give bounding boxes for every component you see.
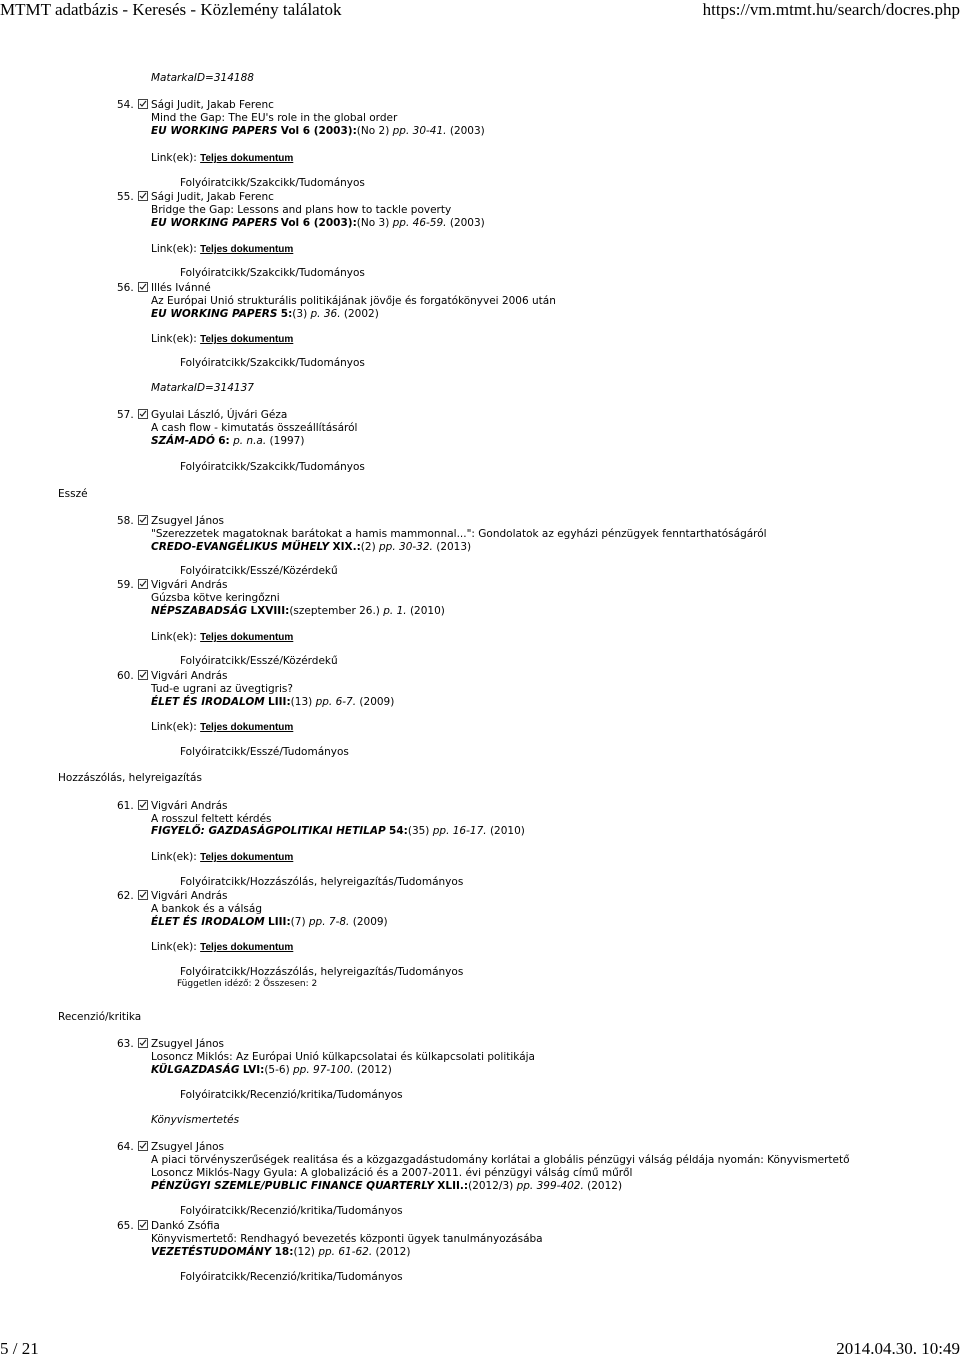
list-item — [117, 282, 148, 295]
item-type: Folyóiratcikk/Szakcikk/Tudományos — [180, 267, 365, 279]
section-heading: Hozzászólás, helyreigazítás — [58, 772, 202, 784]
journal: EU WORKING PAPERS — [151, 308, 278, 320]
issue: (35) — [407, 825, 430, 837]
page-url: https://vm.mtmt.hu/search/docres.php — [702, 0, 960, 19]
year: (2003) — [449, 125, 485, 137]
page-title: MTMT adatbázis - Keresés - Közlemény találatok — [0, 0, 342, 19]
volume: Vol 6 (2003): — [280, 217, 357, 229]
item-number: 57. — [117, 409, 134, 421]
full-document-link[interactable]: Teljes dokumentum — [200, 244, 294, 255]
item-number: 61. — [117, 800, 134, 812]
volume: 5: — [280, 308, 293, 320]
item-title: Könyvismertető: Rendhagyó bevezetés központi ügyek tanulmányozásába — [151, 1233, 543, 1245]
pages: p. n.a. — [233, 435, 267, 447]
year: (2013) — [436, 541, 472, 553]
volume: LIII: — [268, 696, 291, 708]
checkbox-icon[interactable] — [138, 515, 148, 525]
journal: FIGYELŐ: GAZDASÁGPOLITIKAI HETILAP — [151, 825, 386, 837]
issue: (szeptember 26.) — [289, 605, 380, 617]
list-item — [117, 409, 148, 422]
pages: pp. 97-100. — [293, 1064, 354, 1076]
item-title: A piaci törvényszerűségek realitása és a közgazgadástudomány korlátai a globális pénzügyi válság példája nyomán: Könyvismertető — [151, 1154, 850, 1166]
list-item — [117, 1141, 148, 1154]
issue: (3) — [292, 308, 308, 320]
volume: 6: — [218, 435, 230, 447]
full-document-link[interactable]: Teljes dokumentum — [200, 334, 294, 345]
volume: LIII: — [268, 916, 291, 928]
volume: LVI: — [242, 1064, 265, 1076]
year: (2009) — [352, 916, 388, 928]
link-row — [151, 243, 293, 256]
item-author: Dankó Zsófia — [151, 1220, 220, 1232]
item-source — [151, 1064, 392, 1077]
item-title: A cash flow - kimutatás összeállításáról — [151, 422, 358, 434]
item-author: Vigvári András — [151, 890, 228, 902]
link-row — [151, 631, 293, 644]
pages: p. 36. — [310, 308, 341, 320]
journal: EU WORKING PAPERS — [151, 125, 278, 137]
item-title: Losoncz Miklós: Az Európai Unió külkapcsolatai és külkapcsolati politikája — [151, 1051, 535, 1063]
link-prefix: Link(ek): — [151, 721, 197, 733]
item-number: 54. — [117, 99, 134, 111]
year: (2012) — [375, 1246, 411, 1258]
item-note: Könyvismertetés — [151, 1114, 240, 1126]
page-number: 5 / 21 — [0, 1339, 39, 1358]
year: (2002) — [343, 308, 379, 320]
list-item — [117, 670, 148, 683]
list-item — [117, 515, 148, 528]
pages: pp. 30-32. — [379, 541, 433, 553]
item-author: Zsugyel János — [151, 515, 224, 527]
item-title: Mind the Gap: The EU's role in the global order — [151, 112, 398, 124]
item-title: A rosszul feltett kérdés — [151, 813, 272, 825]
year: (2010) — [489, 825, 525, 837]
item-number: 60. — [117, 670, 134, 682]
volume: 18: — [274, 1246, 294, 1258]
item-number: 56. — [117, 282, 134, 294]
item-author: Gyulai László, Újvári Géza — [151, 409, 288, 421]
item-author: Vigvári András — [151, 670, 228, 682]
full-document-link[interactable]: Teljes dokumentum — [200, 153, 294, 164]
issue: (7) — [290, 916, 306, 928]
link-row — [151, 152, 293, 165]
item-source — [151, 1246, 410, 1259]
full-document-link[interactable]: Teljes dokumentum — [200, 852, 294, 863]
checkbox-icon[interactable] — [138, 99, 148, 109]
journal: CREDO-EVANGÉLIKUS MŰHELY — [151, 541, 330, 553]
volume: LXVIII: — [250, 605, 290, 617]
link-prefix: Link(ek): — [151, 851, 197, 863]
journal: KÜLGAZDASÁG — [151, 1064, 240, 1076]
section-heading: Recenzió/kritika — [58, 1011, 142, 1023]
checkbox-icon[interactable] — [138, 409, 148, 419]
item-title: Gúzsba kötve keringőzni — [151, 592, 280, 604]
item-author: Zsugyel János — [151, 1038, 224, 1050]
journal: SZÁM-ADÓ — [151, 435, 215, 447]
item-source — [151, 605, 445, 618]
checkbox-icon[interactable] — [138, 282, 148, 292]
year: (2012) — [356, 1064, 392, 1076]
item-source — [151, 435, 304, 448]
pages: pp. 7-8. — [308, 916, 350, 928]
item-author: Sági Judit, Jakab Ferenc — [151, 191, 274, 203]
item-source — [151, 308, 379, 321]
item-type: Folyóiratcikk/Recenzió/kritika/Tudományos — [180, 1089, 403, 1101]
volume: Vol 6 (2003): — [280, 125, 357, 137]
journal: EU WORKING PAPERS — [151, 217, 278, 229]
item-author: Vigvári András — [151, 579, 228, 591]
journal: VEZETÉSTUDOMÁNY — [151, 1246, 272, 1258]
item-title: "Szerezzetek magatoknak barátokat a hamis mammonnal...": Gondolatok az egyházi pénzügyek fenntarthatóságáról — [151, 528, 767, 540]
item-source — [151, 541, 471, 554]
list-item — [117, 191, 148, 204]
item-type: Folyóiratcikk/Szakcikk/Tudományos — [180, 357, 365, 369]
volume: XLII.: — [437, 1180, 469, 1192]
year: (1997) — [269, 435, 305, 447]
issue: (2) — [360, 541, 376, 553]
link-row — [151, 333, 293, 346]
checkbox-icon[interactable] — [138, 890, 148, 900]
item-title: A bankok és a válság — [151, 903, 262, 915]
item-type: Folyóiratcikk/Szakcikk/Tudományos — [180, 177, 365, 189]
checkbox-icon[interactable] — [138, 579, 148, 589]
list-item — [117, 1038, 148, 1051]
item-number: 59. — [117, 579, 134, 591]
item-type: Folyóiratcikk/Hozzászólás, helyreigazítás/Tudományos — [180, 876, 464, 888]
volume: 54: — [389, 825, 408, 837]
item-source — [151, 916, 388, 929]
issue: (2012/3) — [468, 1180, 514, 1192]
year: (2009) — [359, 696, 395, 708]
link-prefix: Link(ek): — [151, 631, 197, 643]
item-type: Folyóiratcikk/Recenzió/kritika/Tudományos — [180, 1271, 403, 1283]
item-author: Vigvári András — [151, 800, 228, 812]
issue: (No 2) — [356, 125, 390, 137]
checkbox-icon[interactable] — [138, 1038, 148, 1048]
pages: p. 1. — [383, 605, 407, 617]
matarka-id: MatarkaID=314137 — [151, 382, 254, 394]
item-title: Az Európai Unió strukturális politikájának jövője és forgatókönyvei 2006 után — [151, 295, 556, 307]
journal: ÉLET ÉS IRODALOM — [151, 916, 265, 928]
section-heading: Esszé — [58, 488, 88, 500]
issue: (13) — [290, 696, 313, 708]
issue: (12) — [293, 1246, 315, 1258]
link-row — [151, 851, 293, 864]
pages: pp. 30-41. — [392, 125, 447, 137]
item-source — [151, 825, 525, 838]
list-item — [117, 800, 148, 813]
item-title: Bridge the Gap: Lessons and plans how to tackle poverty — [151, 204, 452, 216]
pages: pp. 16-17. — [432, 825, 487, 837]
full-document-link[interactable]: Teljes dokumentum — [200, 632, 294, 643]
item-type: Folyóiratcikk/Hozzászólás, helyreigazítás/Tudományos — [180, 966, 464, 978]
checkbox-icon[interactable] — [138, 670, 148, 680]
issue: (5-6) — [264, 1064, 290, 1076]
item-title: Tud-e ugrani az üvegtigris? — [151, 683, 293, 695]
citation-count: Független idéző: 2 Összesen: 2 — [177, 979, 318, 989]
item-number: 55. — [117, 191, 134, 203]
list-item — [117, 1220, 148, 1233]
link-prefix: Link(ek): — [151, 333, 197, 345]
item-number: 64. — [117, 1141, 134, 1153]
year: (2003) — [449, 217, 485, 229]
item-type: Folyóiratcikk/Esszé/Tudományos — [180, 746, 349, 758]
journal: NÉPSZABADSÁG — [151, 605, 248, 617]
link-prefix: Link(ek): — [151, 152, 197, 164]
checkbox-icon[interactable] — [138, 1220, 148, 1230]
pages: pp. 6-7. — [315, 696, 357, 708]
item-source — [151, 1180, 622, 1193]
journal: PÉNZÜGYI SZEMLE/PUBLIC FINANCE QUARTERLY — [151, 1180, 434, 1192]
pages: pp. 61-62. — [318, 1246, 373, 1258]
pages: pp. 399-402. — [516, 1180, 584, 1192]
journal: ÉLET ÉS IRODALOM — [151, 696, 265, 708]
full-document-link[interactable]: Teljes dokumentum — [200, 942, 294, 953]
item-source — [151, 125, 485, 138]
item-number: 58. — [117, 515, 134, 527]
year: (2010) — [409, 605, 445, 617]
pages: pp. 46-59. — [392, 217, 447, 229]
item-author: Sági Judit, Jakab Ferenc — [151, 99, 274, 111]
link-prefix: Link(ek): — [151, 941, 197, 953]
print-datetime: 2014.04.30. 10:49 — [836, 1339, 960, 1358]
issue: (No 3) — [356, 217, 390, 229]
full-document-link[interactable]: Teljes dokumentum — [200, 722, 294, 733]
year: (2012) — [587, 1180, 623, 1192]
item-type: Folyóiratcikk/Recenzió/kritika/Tudományos — [180, 1205, 403, 1217]
item-number: 63. — [117, 1038, 134, 1050]
list-item — [117, 579, 148, 592]
link-prefix: Link(ek): — [151, 243, 197, 255]
item-type: Folyóiratcikk/Esszé/Közérdekű — [180, 655, 338, 667]
item-number: 62. — [117, 890, 134, 902]
item-source — [151, 217, 485, 230]
list-item — [117, 99, 148, 112]
matarka-id: MatarkaID=314188 — [151, 72, 254, 84]
link-row — [151, 721, 293, 734]
item-source — [151, 696, 394, 709]
item-title-continued: Losoncz Miklós-Nagy Gyula: A globalizáció és a 2007-2011. évi pénzügyi válság című műről — [151, 1167, 633, 1179]
volume: XIX.: — [332, 541, 361, 553]
item-type: Folyóiratcikk/Szakcikk/Tudományos — [180, 461, 365, 473]
list-item — [117, 890, 148, 903]
checkbox-icon[interactable] — [138, 1141, 148, 1151]
checkbox-icon[interactable] — [138, 191, 148, 201]
link-row — [151, 941, 293, 954]
item-author: Zsugyel János — [151, 1141, 224, 1153]
item-author: Illés Ivánné — [151, 282, 211, 294]
checkbox-icon[interactable] — [138, 800, 148, 810]
item-type: Folyóiratcikk/Esszé/Közérdekű — [180, 565, 338, 577]
item-number: 65. — [117, 1220, 134, 1232]
